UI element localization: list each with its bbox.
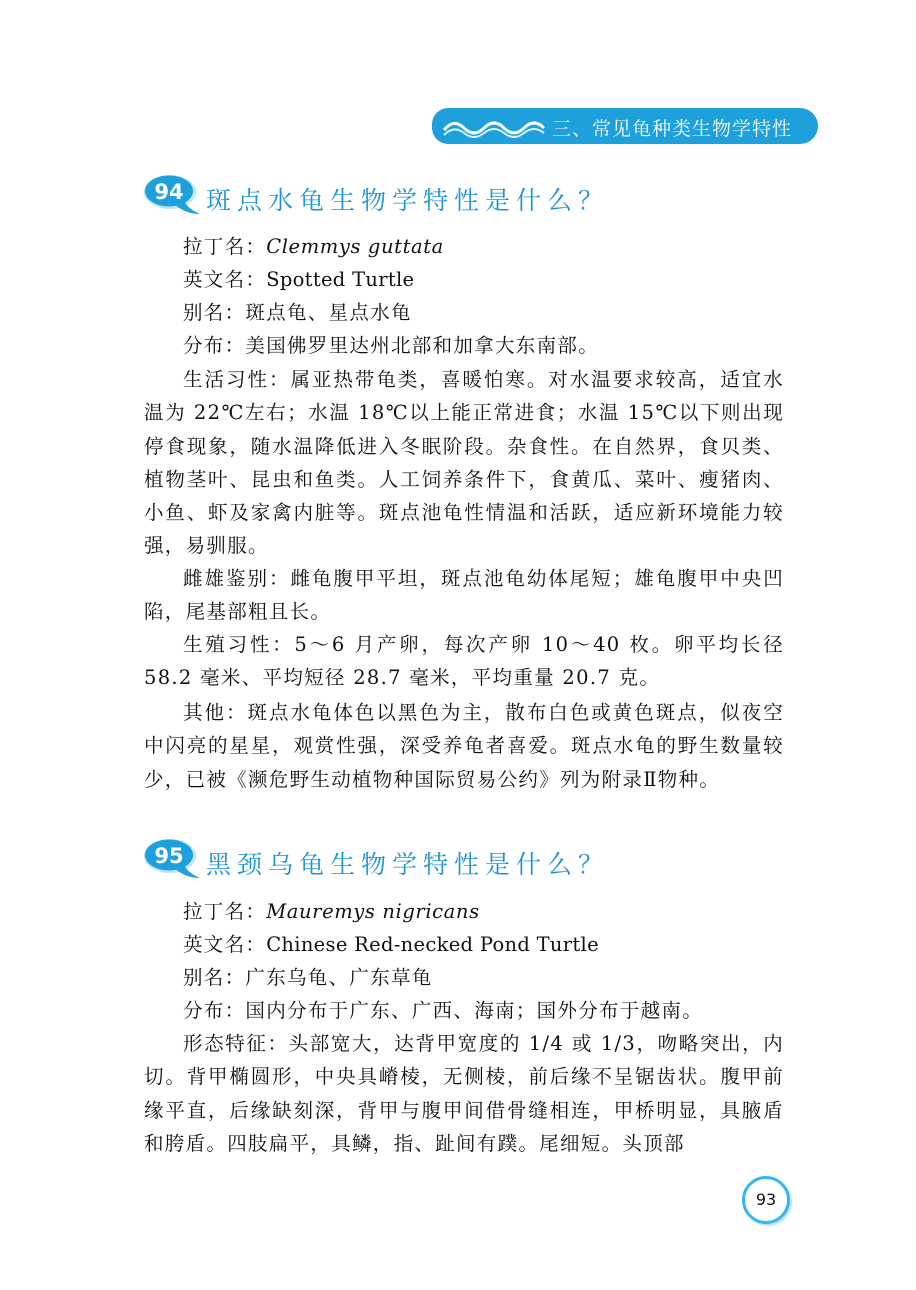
other-paragraph: 其他：斑点水龟体色以黑色为主，散布白色或黄色斑点，似夜空中闪亮的星星，观赏性强，深受养龟者喜爱。斑点水龟的野生数量较少，已被《濒危野生动植物种国际贸易公约》列为附录Ⅱ物种。	[144, 701, 784, 791]
latin-label: 拉丁名：	[183, 235, 267, 258]
distribution-line: 分布：美国佛罗里达州北部和加拿大东南部。	[183, 334, 600, 357]
page-number: 93	[742, 1176, 790, 1224]
morphology-paragraph: 形态特征：头部宽大，达背甲宽度的 1/4 或 1/3，吻略突出，内切。背甲椭圆形，中央具嵴棱，无侧棱，前后缘不呈锯齿状。腹甲前缘平直，后缘缺刻深，背甲与腹甲间借骨缝相连，甲桥明显，具腋盾和胯盾。四肢扁平，具鳞，指、趾间有蹼。尾细短。头顶部	[144, 1032, 784, 1155]
distribution-line: 分布：国内分布于广东、广西、海南；国外分布于越南。	[183, 999, 704, 1022]
question-number: 95	[154, 844, 184, 868]
question-badge-95	[144, 838, 206, 882]
english-name: Spotted Turtle	[266, 268, 415, 291]
wave-icon	[442, 114, 546, 138]
sexing-paragraph: 雌雄鉴别：雌龟腹甲平坦，斑点池龟幼体尾短；雄龟腹甲中央凹陷，尾基部粗且长。	[144, 567, 784, 624]
english-label: 英文名：	[183, 268, 267, 291]
alias-line: 别名：广东乌龟、广东草龟	[183, 966, 433, 989]
reproduction-paragraph: 生殖习性：5～6 月产卵，每次产卵 10～40 枚。卵平均长径 58.2 毫米、平均短径 28.7 毫米，平均重量 20.7 克。	[144, 633, 784, 690]
question-title: 黑颈乌龟生物学特性是什么？	[206, 850, 610, 879]
alias-line: 别名：斑点龟、星点水龟	[183, 301, 412, 324]
english-name-line	[144, 928, 784, 961]
latin-name: Clemmys guttata	[266, 235, 444, 258]
chapter-title: 三、常见龟种类生物学特性	[552, 118, 793, 140]
latin-name-line	[144, 230, 784, 263]
english-name-line	[144, 263, 784, 296]
chapter-banner	[432, 108, 818, 144]
question-badge-94	[144, 174, 206, 218]
english-name: Chinese Red-necked Pond Turtle	[266, 933, 599, 956]
question-title: 斑点水龟生物学特性是什么？	[206, 186, 610, 215]
habits-paragraph: 生活习性：属亚热带龟类，喜暖怕寒。对水温要求较高，适宜水温为 22℃左右；水温 18℃以上能正常进食；水温 15℃以下则出现停食现象，随水温降低进入冬眠阶段。杂食性。在自然界，食贝类、植物茎叶、昆虫和鱼类。人工饲养条件下，食黄瓜、菜叶、瘦猪肉、小鱼、虾及家禽内脏等。斑点池龟性情温和活跃，适应新环境能力较强，易驯服。	[144, 368, 784, 558]
latin-label: 拉丁名：	[183, 900, 267, 923]
question-number: 94	[154, 180, 184, 204]
latin-name: Mauremys nigricans	[266, 900, 480, 923]
latin-name-line	[144, 895, 784, 928]
english-label: 英文名：	[183, 933, 267, 956]
